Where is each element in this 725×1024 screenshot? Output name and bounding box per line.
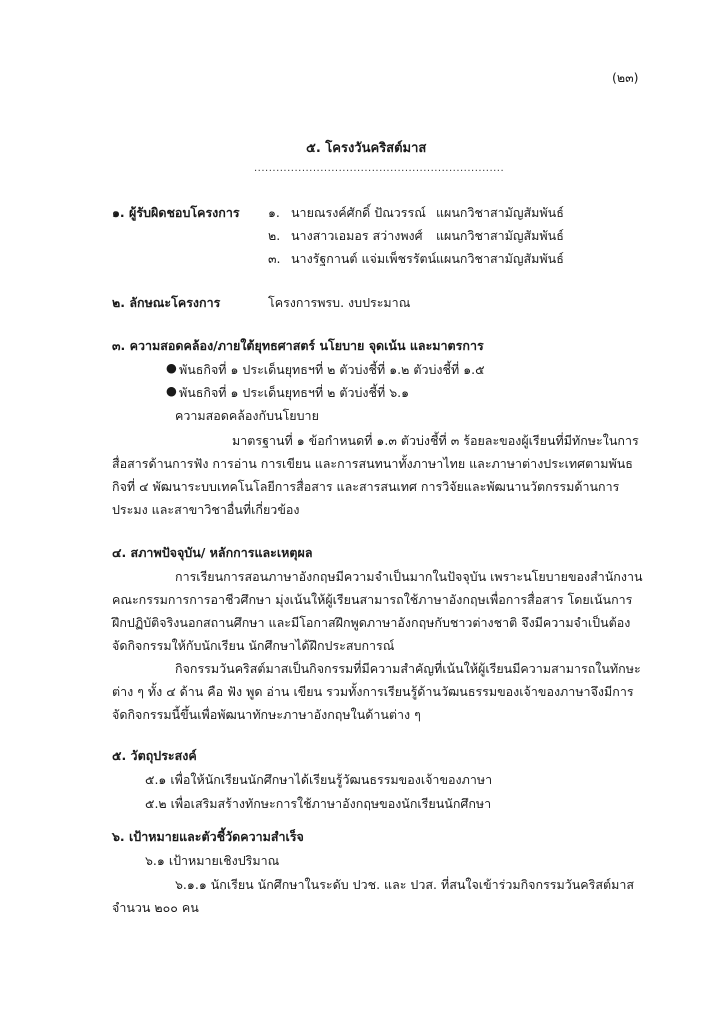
policy-subheading: ความสอดคล้องกับนโยบาย (175, 408, 319, 423)
responsible-name: นายณรงค์ศักดิ์ ปัณวรรณ์ (291, 205, 426, 220)
paragraph-line: กิจกรรมวันคริสต์มาสเป็นกิจกรรมที่มีความสำคัญที่เน้นให้ผู้เรียนมีความสามารถในทักษะ (175, 661, 641, 676)
paragraph-line: จำนวน ๒๐๐ คน (112, 900, 199, 915)
alignment-bullet: พันธกิจที่ ๑ ประเด็นยุทธฯที่ ๒ ตัวบ่งชี้ที่ ๖.๑ (179, 385, 410, 400)
responsible-num: ๑. (268, 205, 280, 220)
responsible-name: นางรัฐกานต์ แจ่มเพ็ชรรัตน์ (291, 251, 437, 266)
responsible-dept: แผนกวิชาสามัญสัมพันธ์ (436, 251, 564, 266)
paragraph-line: การเรียนการสอนภาษาอังกฤษมีความจำเป็นมากในปัจจุบัน เพราะนโยบายของสำนักงาน (175, 569, 643, 584)
bullet-icon: ● (166, 360, 177, 375)
page-title: ๕. โครงวันคริสต์มาส (306, 141, 427, 156)
project-type-value: โครงการพรบ. งบประมาณ (268, 295, 411, 310)
responsible-num: ๒. (268, 228, 281, 243)
section4-heading: ๔. สภาพปัจจุบัน/ หลักการและเหตุผล (112, 545, 313, 560)
section2-heading: ๒. ลักษณะโครงการ (112, 295, 221, 310)
paragraph-line: ฝึกปฏิบัติจริงนอกสถานศึกษา และมีโอกาสฝึกพูดภาษาอังกฤษกับชาวต่างชาติ จึงมีความจำเป็นต้อง (112, 615, 631, 630)
responsible-name: นางสาวเอมอร สว่างพงศ์ (291, 228, 423, 243)
title-dotted-line: .................................................................... (254, 163, 505, 174)
objective-item: ๕.๒ เพื่อเสริมสร้างทักษะการใช้ภาษาอังกฤษของนักเรียนนักศึกษา (145, 796, 492, 811)
section5-heading: ๕. วัตถุประสงค์ (112, 748, 197, 763)
bullet-icon: ● (166, 383, 177, 398)
paragraph-line: สื่อสารด้านการฟัง การอ่าน การเขียน และการสนทนาทั้งภาษาไทย และภาษาต่างประเทศตามพันธ (112, 456, 633, 471)
section3-heading: ๓. ความสอดคล้อง/ภายใต้ยุทธศาสตร์ นโยบาย จุดเน้น และมาตรการ (112, 338, 484, 353)
section6-heading: ๖. เป้าหมายและตัวชี้วัดความสำเร็จ (112, 829, 304, 844)
paragraph-line: ๖.๑.๑ นักเรียน นักศึกษาในระดับ ปวช. และ ปวส. ที่สนใจเข้าร่วมกิจกรรมวันคริสต์มาส (175, 877, 635, 892)
target-subheading: ๖.๑ เป้าหมายเชิงปริมาณ (145, 853, 280, 868)
paragraph-line: กิจที่ ๔ พัฒนาระบบเทคโนโลยีการสื่อสาร และสารสนเทศ การวิจัยและพัฒนานวัตกรรมด้านการ (112, 479, 620, 494)
alignment-bullet: พันธกิจที่ ๑ ประเด็นยุทธฯที่ ๒ ตัวบ่งชี้ที่ ๑.๒ ตัวบ่งชี้ที่ ๑.๕ (179, 362, 485, 377)
responsible-dept: แผนกวิชาสามัญสัมพันธ์ (436, 205, 564, 220)
paragraph-line: ประมง และสาขาวิชาอื่นที่เกี่ยวข้อง (112, 502, 300, 517)
paragraph-line: มาตรฐานที่ ๑ ข้อกำหนดที่ ๑.๓ ตัวบ่งชี้ที่ ๓ ร้อยละของผู้เรียนที่มีทักษะในการ (232, 433, 639, 448)
responsible-num: ๓. (268, 251, 281, 266)
responsible-dept: แผนกวิชาสามัญสัมพันธ์ (436, 228, 564, 243)
section1-heading: ๑. ผู้รับผิดชอบโครงการ (112, 205, 240, 220)
page-number: (๒๓) (612, 70, 639, 85)
paragraph-line: คณะกรรมการการอาชีวศึกษา มุ่งเน้นให้ผู้เรียนสามารถใช้ภาษาอังกฤษเพื่อการสื่อสาร โดยเน้นการ (112, 592, 633, 607)
paragraph-line: จัดกิจกรรมให้กับนักเรียน นักศึกษาได้ฝึกประสบการณ์ (112, 638, 395, 653)
objective-item: ๕.๑ เพื่อให้นักเรียนนักศึกษาได้เรียนรู้วัฒนธรรมของเจ้าของภาษา (145, 772, 493, 787)
paragraph-line: ต่าง ๆ ทั้ง ๔ ด้าน คือ ฟัง พูด อ่าน เขียน รวมทั้งการเรียนรู้ด้านวัฒนธรรมของเจ้าของภาษาจึงมีการ (112, 684, 634, 699)
paragraph-line: จัดกิจกรรมนี้ขึ้นเพื่อพัฒนาทักษะภาษาอังกฤษในด้านต่าง ๆ (112, 707, 421, 722)
